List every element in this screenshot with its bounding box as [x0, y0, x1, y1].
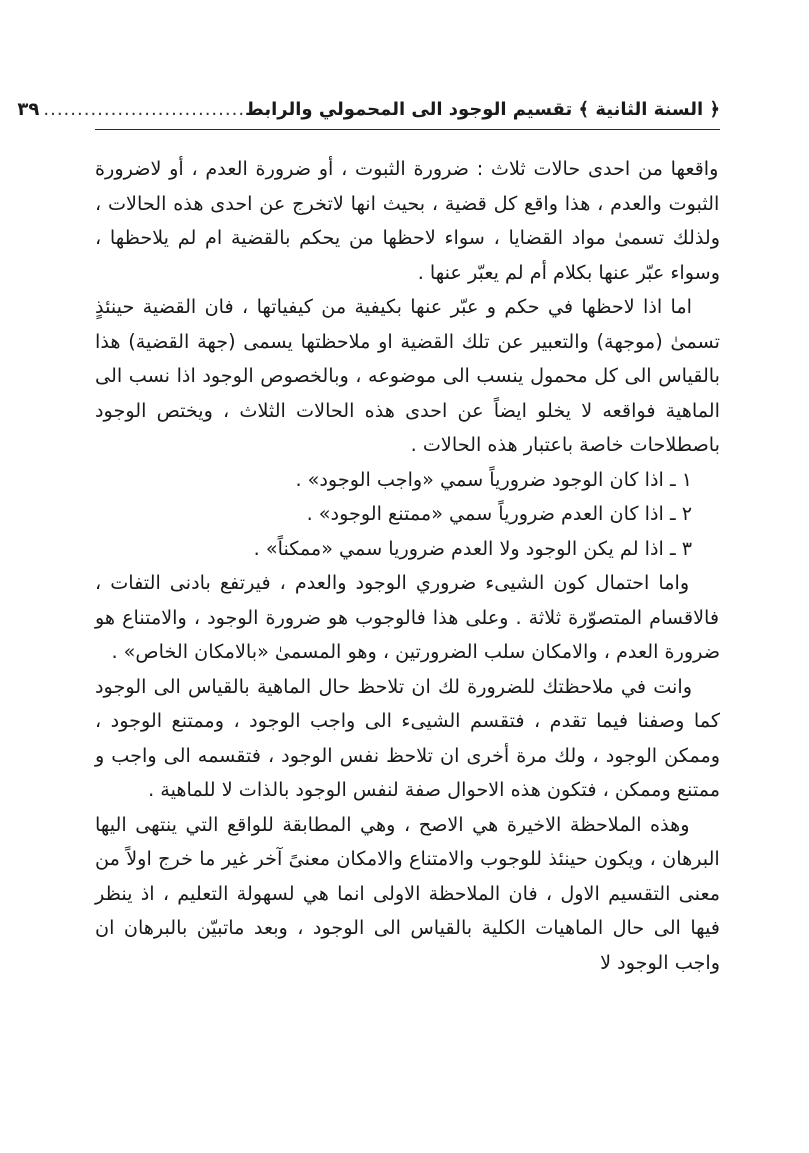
text-line: اما اذا لاحظها في حكم و عبّر عنها بكيفية من كيفياتها ، فان القضية حينئذٍ تسمىٰ — [95, 295, 720, 353]
text-line: البرهان ، ويكون حينئذ للوجوب والامتناع والامكان معنىً آخر غير ما خرج اولاً من — [95, 847, 720, 870]
book-page — [17, 95, 720, 980]
paragraph — [95, 670, 720, 808]
list-item: ٣ ـ اذا لم يكن الوجود ولا العدم ضروريا سمي «ممكناً» . — [253, 536, 692, 560]
paragraph — [95, 152, 720, 290]
text-line: الى كل محمول ينسب الى موضوعه ، وبالخصوص الوجود اذا نسب الى الماهية — [95, 364, 720, 422]
text-line: الثبوت والعدم ، هذا واقع كل قضية ، بحيث انها لاتخرج عن احدى هذه الحالات ، — [95, 191, 720, 215]
running-header — [17, 95, 720, 130]
text-line: وانت في ملاحظتك للضرورة لك ان تلاحظ حال الماهية بالقياس الى الوجود كما — [95, 674, 720, 732]
text-line: خاصة باعتبار هذه الحالات . — [410, 433, 624, 456]
page-number-group — [17, 95, 245, 125]
body-text — [95, 152, 720, 980]
text-line: فواقعه لا يخلو ايضاً عن احدى هذه الحالات الثلاث ، ويختص الوجود باصطلاحات — [95, 398, 720, 456]
paragraph — [95, 566, 720, 670]
section-title: ﴿ السنة الثانية ﴾ تقسيم الوجود الى المحمولي والرابط — [245, 99, 720, 120]
text-line: ضرورة العدم ، والامكان سلب الضرورتين ، وهو المسمىٰ «بالامكان الخاص» . — [111, 640, 720, 663]
text-line: (موجهة) والتعبير عن تلك القضية او ملاحظتها يسمى (جهة القضية) هذا بالقياس — [95, 329, 720, 387]
paragraph — [95, 290, 720, 463]
text-line: حال الماهيات الكلية بالقياس الى الوجود ، وبعد ماتبيّن بالبرهان ان واجب الوجود لا — [95, 916, 720, 974]
text-line: فالاقسام المتصوّرة ثلاثة . وعلى هذا فالوجوب هو ضرورة الوجود ، والامتناع هو — [95, 605, 720, 629]
text-line: الوجود ، ولك مرة أخرى ان تلاحظ نفس الوجود ، فتقسمه الى واجب و ممتنع — [95, 743, 720, 801]
text-line: واقعها من احدى حالات ثلاث : ضرورة الثبوت ، أو ضرورة العدم ، أو لاضرورة — [95, 157, 719, 180]
text-line: وممكن ، فتكون هذه الاحوال صفة لنفس الوجود بالذات لا للماهية . — [148, 778, 671, 801]
list-item: ١ ـ اذا كان الوجود ضرورياً سمي «واجب الوجود» . — [295, 467, 692, 491]
text-line: وصفنا فيما تقدم ، فتقسم الشيىء الى واجب الوجود ، وممتنع الوجود ، وممكن — [95, 709, 720, 767]
leader-dots: .............................. — [43, 99, 246, 120]
text-line: معنى التقسيم الاول ، فان الملاحظة الاولى انما هي لسهولة التعليم ، اذ ينظر فيها الى — [95, 881, 720, 939]
page-number: ٣٩ — [17, 99, 40, 120]
paragraph — [95, 808, 720, 981]
text-line: واما احتمال كون الشيىء ضروري الوجود والعدم ، فيرتفع بادنى التفات ، — [95, 571, 690, 594]
text-line: عبّر عنها بكلام أم لم يعبّر عنها . — [417, 260, 665, 284]
text-line: وهذه الملاحظة الاخيرة هي الاصح ، وهي المطابقة للواقع التي ينتهى اليها — [95, 812, 690, 836]
list-item: ٢ ـ اذا كان العدم ضرورياً سمي «ممتنع الوجود» . — [306, 502, 692, 525]
text-line: ولذلك تسمىٰ مواد القضايا ، سواء لاحظها من يحكم بالقضية ام لم يلاحظها ، وسواء — [95, 226, 720, 284]
